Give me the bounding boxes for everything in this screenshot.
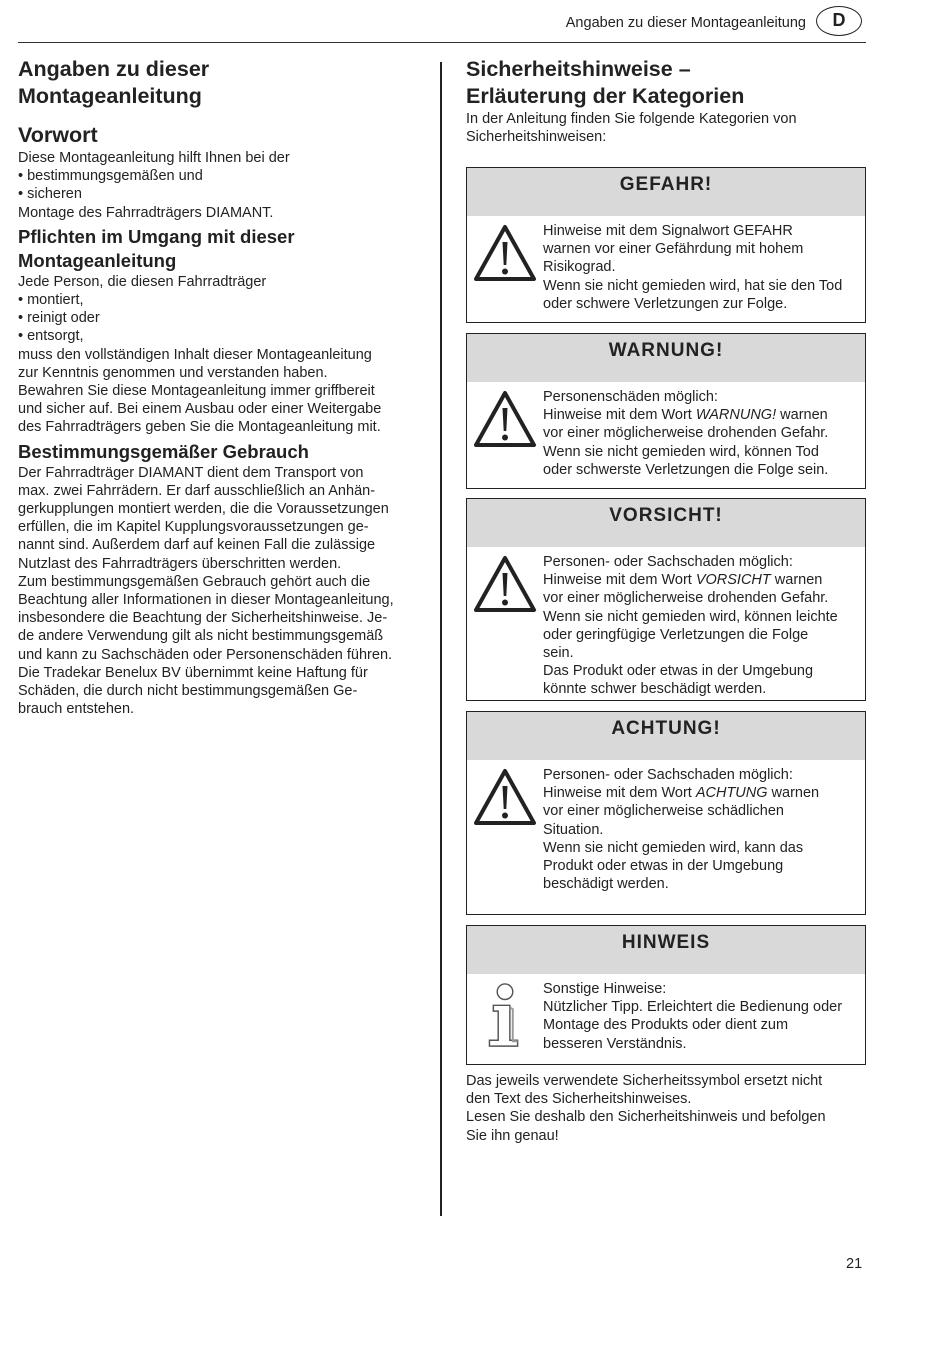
running-header: Angaben zu dieser Montageanleitung: [565, 15, 806, 31]
closing-note: Das jeweils verwendete Sicherheitssymbol ersetzt nicht den Text des Sicherheitshinweises. Lesen Sie deshalb den Sicherheitshinweis und befolgen Sie ihn genau!: [466, 1073, 826, 1144]
gefahr-line-3: Risikograd.: [543, 259, 616, 276]
achtung-signal-word: ACHTUNG: [695, 785, 768, 802]
achtung-line-5: Wenn sie nicht gemieden wird, kann das: [543, 839, 804, 856]
header-divider: [18, 42, 866, 43]
gefahr-line-5: oder schwere Verletzungen zur Folge.: [543, 295, 788, 312]
section-title-vorwort: Vorwort: [18, 123, 98, 147]
vorsicht-line-7: Das Produkt oder etwas in der Umgebung: [543, 663, 814, 680]
achtung-line-3: vor einer möglicherweise schädlichen: [543, 803, 784, 820]
section-title-angaben: Angaben zu dieser Montageanleitung: [18, 57, 210, 108]
vorsicht-line-4: Wenn sie nicht gemieden wird, können leichte: [543, 608, 838, 625]
warnung-line-2: [543, 406, 859, 424]
warnung-signal-word: WARNUNG!: [695, 407, 777, 424]
vorsicht-line-2-c: warnen: [770, 572, 823, 589]
vorsicht-line-6: sein.: [543, 645, 574, 662]
warnung-title: WARNUNG!: [467, 334, 865, 382]
vorsicht-line-3: vor einer möglicherweise drohenden Gefahr.: [543, 590, 829, 607]
warnung-line-2-a: Hinweise mit dem Wort: [543, 407, 696, 424]
warnung-line-2-c: warnen: [776, 407, 828, 424]
achtung-line-6: Produkt oder etwas in der Umgebung: [543, 858, 784, 875]
right-column: [466, 56, 868, 146]
pflichten-text: Jede Person, die diesen Fahrradträger • montiert, • reinigt oder • entsorgt, muss den vollständigen Inhalt dieser Montageanleitung zur Kenntnis genommen und verstanden haben. Bewahren Sie diese Montageanleitung immer griffbereit und sicher auf. Bei einem Ausbau oder einer Weitergabe des Fahrradträgers geben Sie die Montageanleitung mit.: [18, 273, 382, 436]
achtung-box: [466, 711, 866, 915]
section-title-sicherheitshinweise: Sicherheitshinweise – Erläuterung der Kategorien: [466, 57, 745, 108]
warnung-line-3: vor einer möglicherweise drohenden Gefahr.: [543, 425, 829, 442]
warning-triangle-icon: [473, 224, 537, 282]
gefahr-box: [466, 167, 866, 323]
vorsicht-line-2-a: Hinweise mit dem Wort: [543, 572, 696, 589]
page-number: 21: [846, 1256, 863, 1272]
achtung-line-2-c: warnen: [767, 785, 820, 802]
achtung-title: ACHTUNG!: [467, 712, 865, 760]
vorsicht-signal-word: VORSICHT: [695, 572, 771, 589]
vorsicht-title: VORSICHT!: [467, 499, 865, 547]
hinweis-line-4: besseren Verständnis.: [543, 1035, 687, 1052]
achtung-line-4: Situation.: [543, 821, 604, 838]
warning-triangle-icon: [473, 390, 537, 448]
gefahr-line-1: Hinweise mit dem Signalwort GEFAHR: [543, 223, 793, 239]
achtung-line-7: beschädigt werden.: [543, 876, 669, 893]
hinweis-box: [466, 925, 866, 1065]
info-icon: [473, 982, 537, 1050]
column-divider: [440, 62, 442, 1216]
subsection-title-pflichten: Pflichten im Umgang mit dieser Montageanleitung: [18, 225, 295, 271]
language-badge: D: [816, 6, 862, 36]
gefahr-line-4: Wenn sie nicht gemieden wird, hat sie den Tod: [543, 277, 843, 294]
intro-text: In der Anleitung finden Sie folgende Kategorien von Sicherheitshinweisen:: [466, 111, 797, 146]
hinweis-line-1: Sonstige Hinweise:: [543, 981, 667, 997]
hinweis-line-3: Montage des Produkts oder dient zum: [543, 1017, 789, 1034]
hinweis-title: HINWEIS: [467, 926, 865, 974]
left-column: [18, 56, 420, 718]
vorsicht-line-2: [543, 571, 859, 589]
warnung-line-4: Wenn sie nicht gemieden wird, können Tod: [543, 443, 819, 460]
gebrauch-paragraph-2: Zum bestimmungsgemäßen Gebrauch gehört auch die Beachtung aller Informationen in dieser Montageanleitung, insbesondere die Beachtung der Sicherheitshinweise. Je- de andere Verwendung gilt als nicht bestimmungsgemäß und kann zu Sachschäden oder Personenschäden führen.: [18, 573, 394, 663]
hinweis-line-2: Nützlicher Tipp. Erleichtert die Bedienung oder: [543, 999, 843, 1016]
vorsicht-line-1: Personen- oder Sachschaden möglich:: [543, 554, 793, 570]
warnung-line-1: Personenschäden möglich:: [543, 389, 718, 405]
warning-triangle-icon: [473, 768, 537, 826]
vorwort-text: Diese Montageanleitung hilft Ihnen bei der • bestimmungsgemäßen und • sicheren Montage des Fahrradträgers DIAMANT.: [18, 150, 290, 221]
vorsicht-line-5: oder geringfügige Verletzungen die Folge: [543, 626, 809, 643]
gefahr-line-2: warnen vor einer Gefährdung mit hohem: [543, 241, 804, 258]
vorsicht-line-8: könnte schwer beschädigt werden.: [543, 681, 767, 698]
gefahr-title: GEFAHR!: [467, 168, 865, 216]
gebrauch-paragraph-3: Die Tradekar Benelux BV übernimmt keine Haftung für Schäden, die durch nicht bestimmungsgemäßen Ge- brauch entstehen.: [18, 664, 368, 718]
subsection-title-gebrauch: Bestimmungsgemäßer Gebrauch: [18, 440, 309, 462]
achtung-line-2-a: Hinweise mit dem Wort: [543, 785, 696, 802]
warnung-line-5: oder schwerste Verletzungen die Folge sein.: [543, 461, 829, 478]
achtung-line-2: [543, 784, 859, 802]
vorsicht-box: [466, 498, 866, 701]
achtung-line-1: Personen- oder Sachschaden möglich:: [543, 767, 793, 783]
warning-triangle-icon: [473, 555, 537, 613]
gebrauch-paragraph-1: Der Fahrradträger DIAMANT dient dem Transport von max. zwei Fahrrädern. Er darf ausschließlich an Anhän- gerkupplungen montiert werden, die die Voraussetzungen erfüllen, die im Kapitel Kupplungsvoraussetzungen ge- nannt sind. Außerdem darf auf keinen Fall die zulässige Nutzlast des Fahrradträgers überschritten werden.: [18, 464, 389, 572]
warnung-box: [466, 333, 866, 489]
